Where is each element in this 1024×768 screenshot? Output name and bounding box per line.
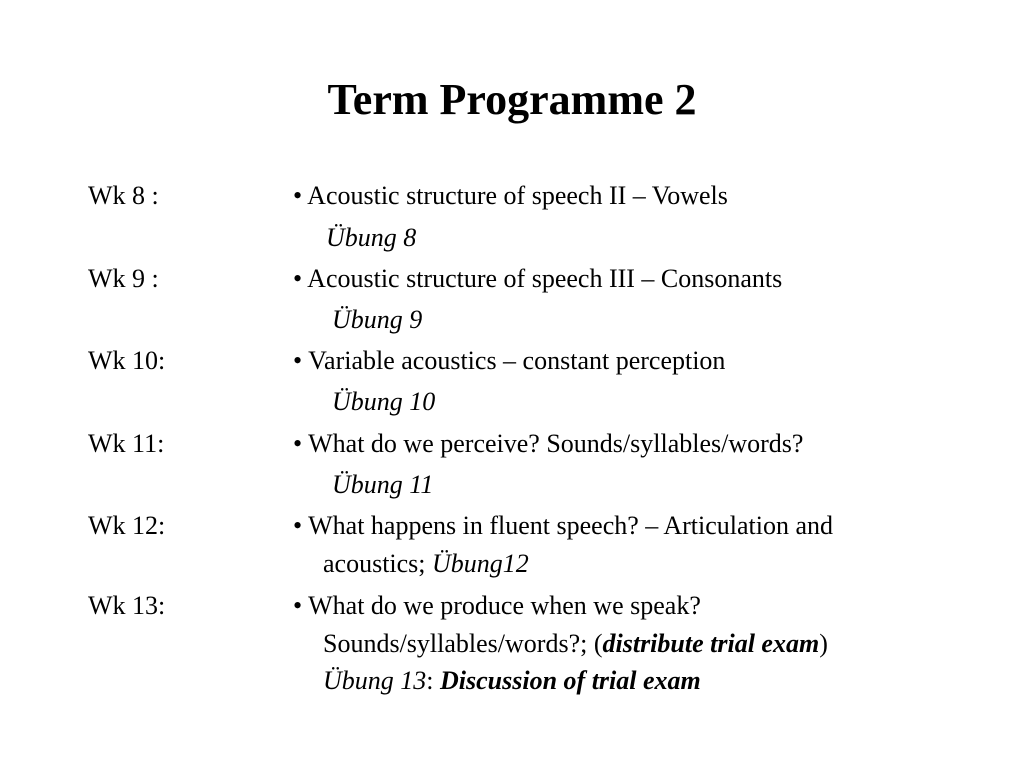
topic-continuation-text: Sounds/syllables/words?; ( bbox=[323, 629, 603, 658]
trial-exam-note: distribute trial exam bbox=[602, 629, 820, 658]
topic-text: • What do we perceive? Sounds/syllables/words? bbox=[293, 429, 804, 458]
topic-text: • What happens in fluent speech? – Articulation and bbox=[293, 511, 834, 540]
exercise-label: Übung 13 bbox=[323, 666, 427, 695]
trial-exam-discussion: Discussion of trial exam bbox=[440, 666, 701, 695]
week-label: Wk 10: bbox=[88, 346, 166, 375]
topic-text: • What do we produce when we speak? bbox=[293, 591, 701, 620]
topic-continuation-text: acoustics; bbox=[323, 549, 433, 578]
closing-paren: ) bbox=[819, 629, 828, 658]
week-label: Wk 9 : bbox=[88, 264, 159, 293]
topic-continuation bbox=[323, 628, 828, 660]
exercise-line bbox=[323, 665, 701, 697]
exercise-label: Übung 9 bbox=[332, 305, 423, 334]
week-label: Wk 12: bbox=[88, 511, 166, 540]
topic-text: • Acoustic structure of speech II – Vowels bbox=[293, 181, 728, 210]
topic-text: • Variable acoustics – constant perception bbox=[293, 346, 726, 375]
exercise-label: Übung 10 bbox=[332, 387, 436, 416]
exercise-label: Übung 8 bbox=[326, 223, 417, 252]
week-label: Wk 11: bbox=[88, 429, 165, 458]
topic-continuation bbox=[323, 548, 529, 580]
slide-title: Term Programme 2 bbox=[327, 75, 697, 124]
week-label: Wk 13: bbox=[88, 591, 166, 620]
exercise-label: Übung12 bbox=[432, 549, 529, 578]
exercise-label: Übung 11 bbox=[332, 470, 434, 499]
week-label: Wk 8 : bbox=[88, 181, 159, 210]
topic-text: • Acoustic structure of speech III – Consonants bbox=[293, 264, 783, 293]
exercise-separator: : bbox=[426, 666, 441, 695]
